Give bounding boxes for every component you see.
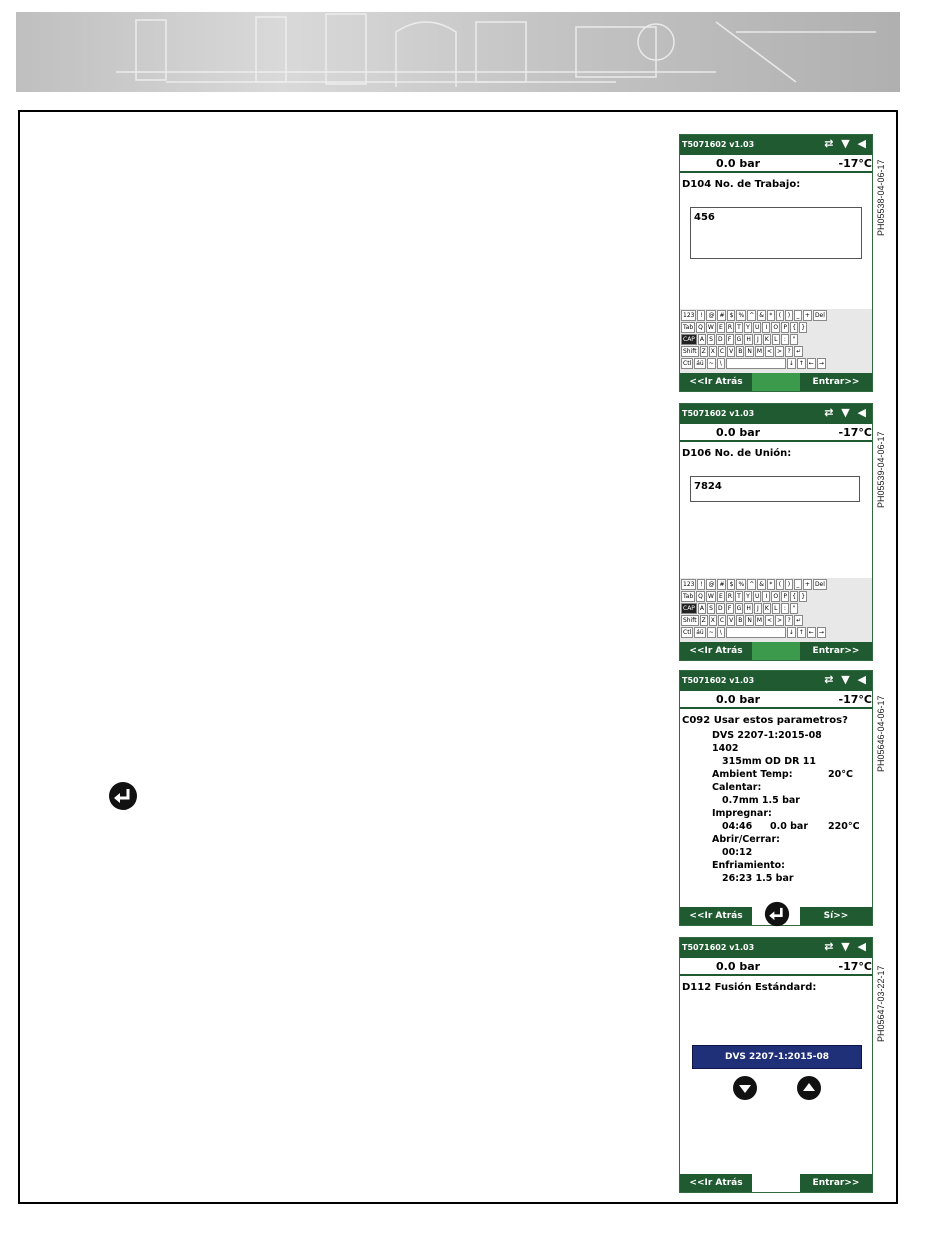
keyboard-row-2 bbox=[681, 591, 807, 602]
header-banner bbox=[16, 12, 900, 92]
key[interactable]: * bbox=[767, 310, 775, 321]
key[interactable]: Tab bbox=[683, 593, 694, 600]
key[interactable]: # bbox=[719, 312, 725, 319]
keyboard-toggle-button[interactable] bbox=[752, 642, 800, 660]
keyboard-row-3 bbox=[681, 334, 798, 345]
key[interactable]: L bbox=[772, 603, 780, 614]
photo-code: PH05538-04-06-17 bbox=[876, 159, 886, 236]
key[interactable]: + bbox=[804, 581, 810, 588]
key[interactable]: S bbox=[707, 334, 715, 345]
status-icons: ⇄ ▼ ◀ bbox=[824, 940, 868, 953]
photo-code: PH05647-03-22-17 bbox=[876, 965, 886, 1042]
soak-label: Impregnar: bbox=[712, 808, 772, 819]
key[interactable]: L bbox=[772, 334, 780, 345]
key[interactable]: C bbox=[719, 348, 725, 355]
key[interactable]: X bbox=[710, 348, 715, 355]
key[interactable]: ← bbox=[808, 629, 814, 636]
key[interactable]: 123 bbox=[683, 312, 695, 319]
key[interactable]: * bbox=[767, 579, 775, 590]
device-screen-parameters bbox=[679, 670, 873, 926]
device-screen-job-number bbox=[679, 134, 873, 392]
soak-time: 04:46 bbox=[722, 821, 753, 832]
job-number-input[interactable]: 456 bbox=[690, 207, 862, 259]
temperature-readout: -17°C bbox=[838, 693, 872, 706]
key[interactable]: ! bbox=[697, 579, 705, 590]
keyboard-row-2 bbox=[681, 322, 807, 333]
temperature-readout: -17°C bbox=[838, 960, 872, 973]
key[interactable]: V bbox=[729, 348, 734, 355]
status-bar bbox=[680, 691, 872, 709]
key[interactable]: 123 bbox=[683, 581, 695, 588]
key[interactable]: % bbox=[738, 581, 745, 588]
keyboard-toggle-button[interactable] bbox=[752, 373, 800, 391]
key[interactable]: Q bbox=[698, 593, 703, 600]
arrow-down-icon[interactable] bbox=[732, 1075, 758, 1101]
back-button[interactable]: <<Ir Atrás bbox=[680, 373, 752, 391]
key[interactable]: Tab bbox=[683, 324, 694, 331]
key[interactable]: ~ bbox=[708, 629, 714, 636]
key[interactable]: ↓ bbox=[788, 360, 794, 367]
pressure-readout: 0.0 bar bbox=[716, 157, 761, 170]
key[interactable]: # bbox=[719, 581, 725, 588]
fusion-standard-select[interactable]: DVS 2207-1:2015-08 bbox=[692, 1045, 862, 1069]
key[interactable]: Y bbox=[744, 322, 752, 333]
cooling-value: 26:23 1.5 bar bbox=[722, 873, 794, 884]
key[interactable]: R bbox=[727, 324, 733, 331]
enter-icon[interactable] bbox=[764, 901, 790, 927]
back-button[interactable]: <<Ir Atrás bbox=[680, 642, 752, 660]
title-bar bbox=[680, 671, 872, 691]
enter-button[interactable]: Entrar>> bbox=[800, 1174, 872, 1192]
temperature-readout: -17°C bbox=[838, 426, 872, 439]
key[interactable]: ← bbox=[808, 360, 814, 367]
pressure-readout: 0.0 bar bbox=[716, 960, 761, 973]
key[interactable]: Del bbox=[814, 581, 825, 588]
key[interactable]: J bbox=[754, 334, 762, 345]
device-screen-fusion-standard bbox=[679, 937, 873, 1193]
key[interactable]: < bbox=[767, 617, 773, 624]
key[interactable]: S bbox=[707, 603, 715, 614]
key[interactable]: Del bbox=[814, 312, 825, 319]
key[interactable]: { bbox=[790, 322, 798, 333]
key[interactable]: E bbox=[717, 322, 725, 333]
key[interactable]: Y bbox=[744, 591, 752, 602]
keyboard-row-4 bbox=[681, 615, 803, 626]
key[interactable]: W bbox=[707, 324, 714, 331]
soak-pressure: 0.0 bar bbox=[770, 821, 809, 832]
key[interactable]: A bbox=[699, 336, 705, 343]
key[interactable]: O bbox=[773, 324, 779, 331]
key[interactable]: _ bbox=[794, 310, 802, 321]
keyboard-row-4 bbox=[681, 346, 803, 357]
key[interactable]: I bbox=[762, 591, 770, 602]
key[interactable] bbox=[726, 627, 786, 638]
status-icons: ⇄ ▼ ◀ bbox=[824, 406, 868, 419]
key[interactable]: ↑ bbox=[798, 360, 804, 367]
temperature-readout: -17°C bbox=[838, 157, 872, 170]
key[interactable]: CAP bbox=[683, 605, 695, 612]
key[interactable]: " bbox=[790, 334, 798, 345]
key[interactable]: Z bbox=[701, 348, 706, 355]
key[interactable]: ^ bbox=[749, 581, 755, 588]
key[interactable]: ↑ bbox=[798, 629, 804, 636]
key[interactable]: @ bbox=[708, 312, 715, 319]
key[interactable]: Ctl bbox=[683, 360, 692, 367]
key[interactable]: A bbox=[699, 605, 705, 612]
key[interactable]: Z bbox=[701, 617, 706, 624]
machine-illustration bbox=[16, 12, 900, 92]
keyboard-row-1 bbox=[681, 310, 827, 321]
key[interactable]: Q bbox=[698, 324, 703, 331]
key[interactable]: áü bbox=[696, 360, 704, 367]
pipe-size-value: 315mm OD DR 11 bbox=[722, 756, 816, 767]
key[interactable]: T bbox=[735, 591, 743, 602]
prompt-label: C092 Usar estos parametros? bbox=[682, 715, 848, 726]
on-screen-keyboard[interactable] bbox=[680, 578, 872, 642]
photo-code: PH05539-04-06-17 bbox=[876, 431, 886, 508]
key[interactable]: } bbox=[799, 591, 807, 602]
key[interactable]: CAP bbox=[683, 336, 695, 343]
key[interactable]: J bbox=[754, 603, 762, 614]
prompt-label: D112 Fusión Estándard: bbox=[682, 982, 817, 993]
status-icons: ⇄ ▼ ◀ bbox=[824, 673, 868, 686]
key[interactable]: ^ bbox=[749, 312, 755, 319]
back-button[interactable]: <<Ir Atrás bbox=[680, 907, 752, 925]
parameter-code: 1402 bbox=[712, 743, 739, 754]
key[interactable]: B bbox=[738, 348, 743, 355]
key[interactable]: ) bbox=[785, 579, 793, 590]
status-icons: ⇄ ▼ ◀ bbox=[824, 137, 868, 150]
key[interactable]: \ bbox=[717, 627, 725, 638]
key[interactable]: " bbox=[790, 603, 798, 614]
prompt-label: D104 No. de Trabajo: bbox=[682, 179, 801, 190]
key[interactable]: U bbox=[755, 593, 760, 600]
key[interactable]: ? bbox=[785, 615, 793, 626]
prompt-label: D106 No. de Unión: bbox=[682, 448, 792, 459]
key[interactable]: → bbox=[818, 629, 824, 636]
yes-button[interactable]: Sí>> bbox=[800, 907, 872, 925]
ambient-temp-value: 20°C bbox=[828, 769, 853, 780]
key[interactable]: ) bbox=[785, 310, 793, 321]
key[interactable]: M bbox=[756, 617, 763, 624]
pressure-readout: 0.0 bar bbox=[716, 426, 761, 439]
footer-bar bbox=[680, 642, 872, 660]
key[interactable]: M bbox=[756, 348, 763, 355]
key[interactable]: O bbox=[773, 593, 779, 600]
key[interactable]: N bbox=[747, 348, 752, 355]
key[interactable]: ( bbox=[776, 310, 784, 321]
keyboard-row-5 bbox=[681, 358, 826, 369]
status-bar bbox=[680, 424, 872, 442]
key[interactable]: $ bbox=[727, 310, 735, 321]
key[interactable]: $ bbox=[727, 579, 735, 590]
key[interactable]: K bbox=[763, 334, 771, 345]
key[interactable]: ↓ bbox=[788, 629, 794, 636]
version-label: T5071602 v1.03 bbox=[682, 676, 755, 685]
key[interactable]: @ bbox=[708, 581, 715, 588]
version-label: T5071602 v1.03 bbox=[682, 409, 755, 418]
key[interactable]: D bbox=[718, 605, 723, 612]
enter-button[interactable]: Entrar>> bbox=[800, 373, 872, 391]
key[interactable]: : bbox=[781, 334, 789, 345]
fusion-standard-value: DVS 2207-1:2015-08 bbox=[712, 730, 822, 741]
key[interactable]: G bbox=[736, 605, 742, 612]
open-close-label: Abrir/Cerrar: bbox=[712, 834, 780, 845]
key[interactable]: Ctl bbox=[683, 629, 692, 636]
key[interactable]: ( bbox=[776, 579, 784, 590]
key[interactable]: ↵ bbox=[796, 617, 802, 624]
key[interactable]: % bbox=[738, 312, 745, 319]
status-bar bbox=[680, 958, 872, 976]
title-bar bbox=[680, 135, 872, 155]
pressure-readout: 0.0 bar bbox=[716, 693, 761, 706]
key[interactable]: D bbox=[718, 336, 723, 343]
key[interactable]: T bbox=[735, 322, 743, 333]
key[interactable]: P bbox=[781, 322, 789, 333]
key[interactable]: > bbox=[777, 617, 783, 624]
joint-number-input[interactable]: 7824 bbox=[690, 476, 860, 502]
heat-label: Calentar: bbox=[712, 782, 762, 793]
key[interactable]: _ bbox=[794, 579, 802, 590]
enter-icon bbox=[108, 781, 138, 811]
key[interactable]: { bbox=[790, 591, 798, 602]
key[interactable]: F bbox=[726, 334, 734, 345]
key[interactable]: : bbox=[781, 603, 789, 614]
soak-temp: 220°C bbox=[828, 821, 860, 832]
open-close-value: 00:12 bbox=[722, 847, 753, 858]
key[interactable]: H bbox=[746, 605, 751, 612]
key[interactable]: \ bbox=[717, 358, 725, 369]
keyboard-row-1 bbox=[681, 579, 827, 590]
enter-button[interactable]: Entrar>> bbox=[800, 642, 872, 660]
key[interactable]: R bbox=[727, 593, 733, 600]
key[interactable]: C bbox=[719, 617, 725, 624]
key[interactable]: X bbox=[710, 617, 715, 624]
key[interactable]: N bbox=[747, 617, 752, 624]
key[interactable]: W bbox=[707, 593, 714, 600]
key[interactable]: K bbox=[763, 603, 771, 614]
key[interactable]: B bbox=[738, 617, 743, 624]
device-screen-joint-number bbox=[679, 403, 873, 661]
key[interactable]: Shift bbox=[683, 348, 697, 355]
key[interactable]: V bbox=[729, 617, 734, 624]
key[interactable]: áü bbox=[696, 629, 704, 636]
key[interactable]: G bbox=[736, 336, 742, 343]
key[interactable]: F bbox=[726, 603, 734, 614]
key[interactable]: ? bbox=[785, 346, 793, 357]
keyboard-row-3 bbox=[681, 603, 798, 614]
arrow-up-icon[interactable] bbox=[796, 1075, 822, 1101]
version-label: T5071602 v1.03 bbox=[682, 943, 755, 952]
key[interactable]: P bbox=[781, 591, 789, 602]
key[interactable]: I bbox=[762, 322, 770, 333]
back-button[interactable]: <<Ir Atrás bbox=[680, 1174, 752, 1192]
photo-code: PH05646-04-06-17 bbox=[876, 695, 886, 772]
key[interactable]: + bbox=[804, 312, 810, 319]
key[interactable]: > bbox=[777, 348, 783, 355]
key[interactable]: E bbox=[717, 591, 725, 602]
key[interactable]: H bbox=[746, 336, 751, 343]
key[interactable]: → bbox=[818, 360, 824, 367]
key[interactable]: U bbox=[755, 324, 760, 331]
key[interactable] bbox=[726, 358, 786, 369]
on-screen-keyboard[interactable] bbox=[680, 309, 872, 373]
key[interactable]: } bbox=[799, 322, 807, 333]
footer-bar bbox=[680, 1174, 872, 1192]
cooling-label: Enfriamiento: bbox=[712, 860, 785, 871]
footer-bar bbox=[680, 373, 872, 391]
key[interactable]: & bbox=[759, 581, 764, 588]
title-bar bbox=[680, 938, 872, 958]
status-bar bbox=[680, 155, 872, 173]
title-bar bbox=[680, 404, 872, 424]
key[interactable]: ↵ bbox=[796, 348, 802, 355]
heat-value: 0.7mm 1.5 bar bbox=[722, 795, 800, 806]
key[interactable]: ~ bbox=[708, 360, 714, 367]
version-label: T5071602 v1.03 bbox=[682, 140, 755, 149]
key[interactable]: ! bbox=[697, 310, 705, 321]
keyboard-row-5 bbox=[681, 627, 826, 638]
key[interactable]: & bbox=[759, 312, 764, 319]
key[interactable]: < bbox=[767, 348, 773, 355]
key[interactable]: Shift bbox=[683, 617, 697, 624]
footer-bar bbox=[680, 907, 872, 925]
ambient-temp-label: Ambient Temp: bbox=[712, 769, 793, 780]
